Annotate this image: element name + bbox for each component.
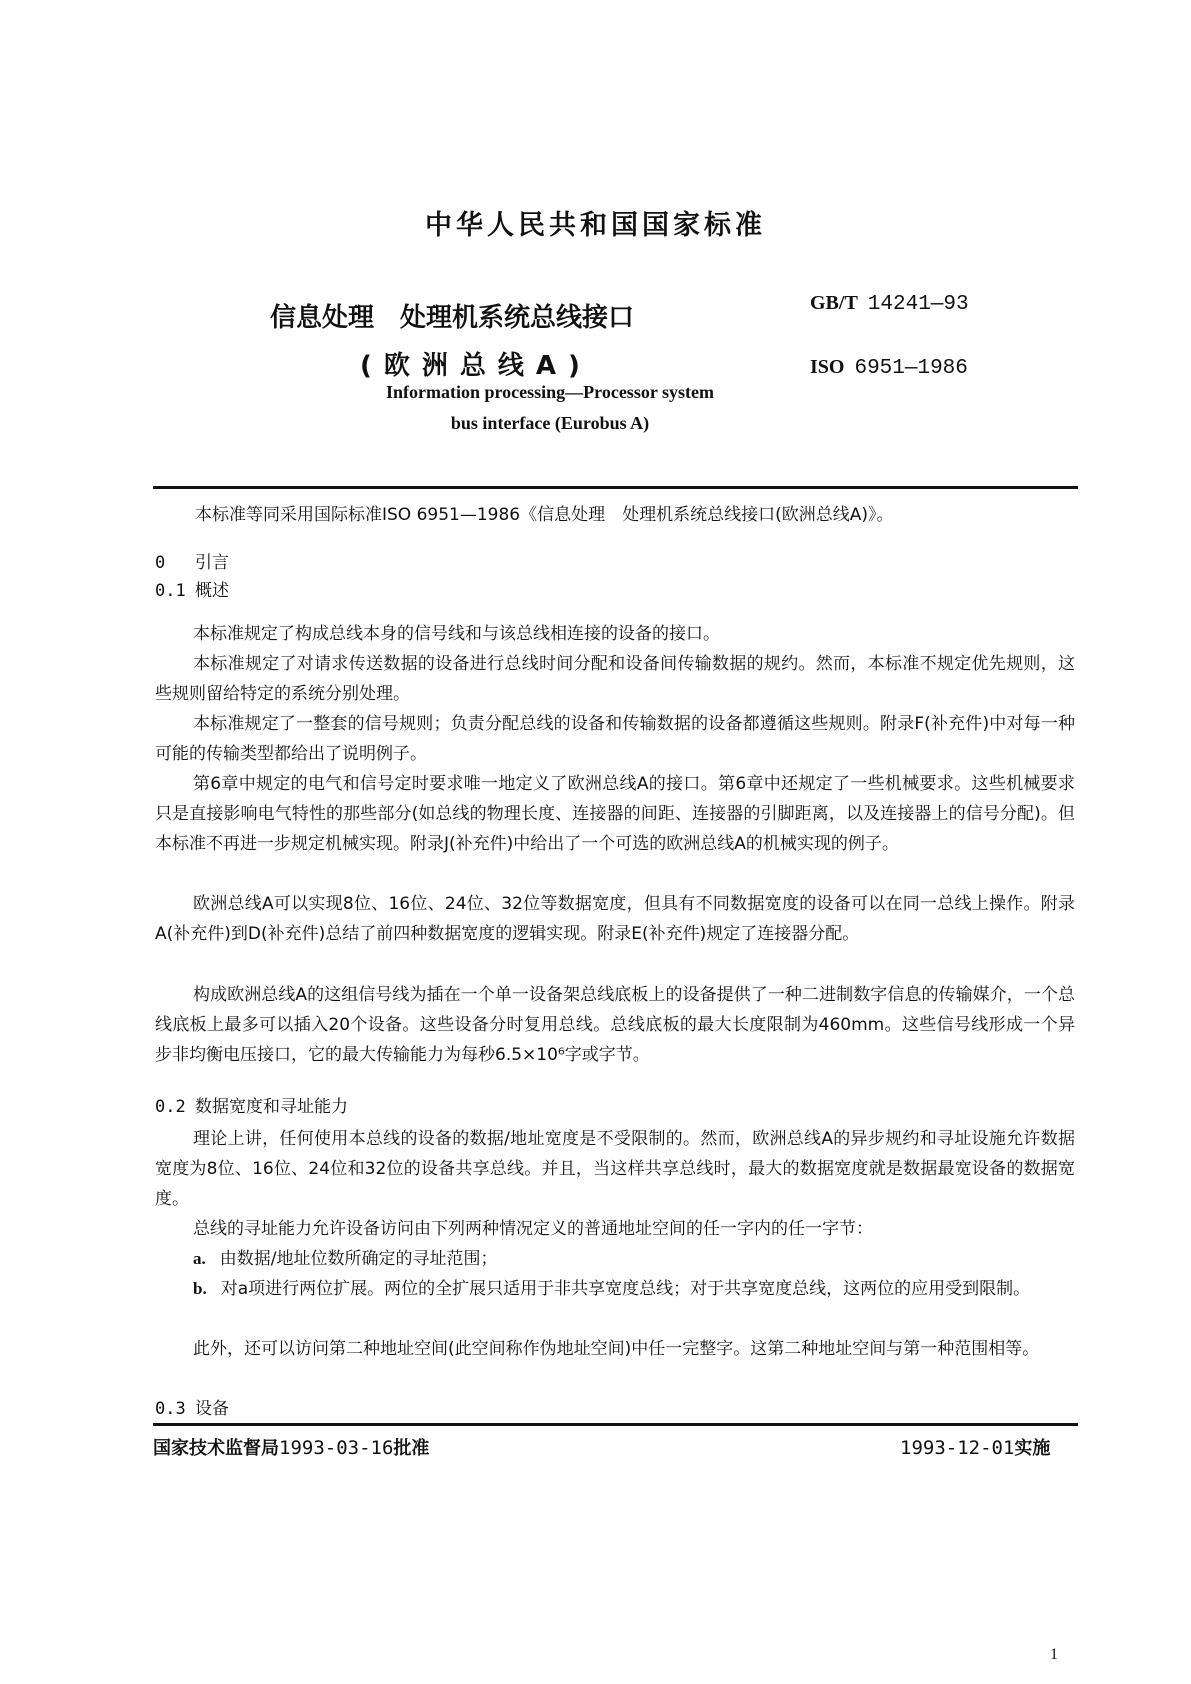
bottom-divider	[153, 1423, 1078, 1426]
english-title-line-2: bus interface (Eurobus A)	[450, 413, 650, 433]
list-item-text: 对a项进行两位扩展。两位的全扩展只适用于非共享宽度总线；对于共享宽度总线，这两位的应用受到限制。	[220, 1279, 1031, 1299]
section-0-heading	[155, 548, 229, 573]
iso-prefix: ISO	[810, 356, 845, 378]
approval-line	[153, 1434, 429, 1460]
paragraph-2: 本标准规定了对请求传送数据的设备进行总线时间分配和设备间传输数据的规约。然而，本标准不规定优先规则，这些规则留给特定的系统分别处理。	[155, 654, 1075, 704]
paragraph-9: 此外，还可以访问第二种地址空间(此空间称作伪地址空间)中任一完整字。这第二种地址空间与第一种范围相等。	[193, 1339, 1040, 1359]
gb-prefix: GB/T	[810, 292, 858, 314]
document-subtitle: (欧洲总线A)	[360, 351, 592, 381]
iso-standard-number	[810, 356, 968, 380]
paragraph-5: 欧洲总线A可以实现8位、16位、24位、32位等数据宽度，但具有不同数据宽度的设备可以在同一总线上操作。附录A(补充件)到D(补充件)总结了前四种数据宽度的逻辑实现。附录E(补充件)规定了连接器分配。	[155, 894, 1075, 944]
paragraph-4: 第6章中规定的电气和信号定时要求唯一地定义了欧洲总线A的接口。第6章中还规定了一些机械要求。这些机械要求只是直接影响电气特性的那些部分(如总线的物理长度、连接器的间距、连接器的引脚距离，以及连接器上的信号分配)。但本标准不再进一步规定机械实现。附录J(补充件)中给出了一个可选的欧洲总线A的机械实现的例子。	[155, 774, 1075, 854]
top-divider	[153, 486, 1078, 489]
section-0-3-heading	[155, 1394, 229, 1419]
section-title: 概述	[195, 581, 229, 601]
paragraph-6: 构成欧洲总线A的这组信号线为插在一个单一设备架总线底板上的设备提供了一种二进制数字信息的传输媒介，一个总线底板上最多可以插入20个设备。这些设备分时复用总线。总线底板的最大长度限制为460mm。这些信号线形成一个异步非均衡电压接口，它的最大传输能力为每秒6.5×10⁶字或字节。	[155, 985, 1075, 1065]
iso-number: 6951—1986	[854, 357, 968, 380]
title-part-2: 处理机系统总线接口	[400, 303, 635, 333]
adoption-note: 本标准等同采用国际标准ISO 6951—1986《信息处理 处理机系统总线接口(欧洲总线A)》。	[195, 505, 894, 525]
section-number: 0.1	[155, 581, 186, 601]
national-standard-header: 中华人民共和国国家标准	[425, 210, 766, 241]
section-title: 数据宽度和寻址能力	[195, 1097, 348, 1117]
section-0-2-heading	[155, 1092, 348, 1117]
gb-number: 14241—93	[867, 293, 969, 316]
effective-label: 实施	[1014, 1438, 1051, 1459]
section-title: 设备	[195, 1399, 229, 1419]
effective-line	[900, 1434, 1050, 1460]
paragraph-8: 总线的寻址能力允许设备访问由下列两种情况定义的普通地址空间的任一字内的任一字节：	[193, 1219, 873, 1239]
issuer: 国家技术监督局	[153, 1438, 279, 1459]
gb-standard-number	[810, 292, 969, 316]
list-item-marker: b.	[193, 1279, 207, 1298]
approve-date: 1993-03-16	[279, 1437, 394, 1459]
paragraph-7: 理论上讲，任何使用本总线的设备的数据/地址宽度是不受限制的。然而，欧洲总线A的异步规约和寻址设施允许数据宽度为8位、16位、24位和32位的设备共享总线。并且，当这样共享总线时，最大的数据宽度就是数据最宽设备的数据宽度。	[155, 1129, 1075, 1209]
section-number: 0.2	[155, 1097, 186, 1117]
list-item-text: 由数据/地址位数所确定的寻址范围；	[219, 1249, 498, 1269]
section-number: 0.3	[155, 1399, 186, 1419]
list-item-marker: a.	[193, 1249, 206, 1268]
effective-date: 1993-12-01	[900, 1437, 1015, 1459]
document-title	[270, 297, 634, 334]
paragraph-1: 本标准规定了构成总线本身的信号线和与该总线相连接的设备的接口。	[193, 624, 720, 644]
section-0-1-heading	[155, 576, 229, 601]
list-item-b	[155, 1274, 1075, 1304]
paragraph-3: 本标准规定了一整套的信号规则；负责分配总线的设备和传输数据的设备都遵循这些规则。附录F(补充件)中对每一种可能的传输类型都给出了说明例子。	[155, 714, 1075, 764]
english-title-line-1: Information processing—Processor system	[386, 382, 714, 402]
title-part-1: 信息处理	[270, 303, 375, 333]
approve-label: 批准	[393, 1438, 430, 1459]
page-number: 1	[1050, 1646, 1058, 1663]
list-item-a	[155, 1244, 1075, 1274]
section-title: 引言	[195, 553, 229, 573]
section-number: 0	[155, 553, 166, 573]
